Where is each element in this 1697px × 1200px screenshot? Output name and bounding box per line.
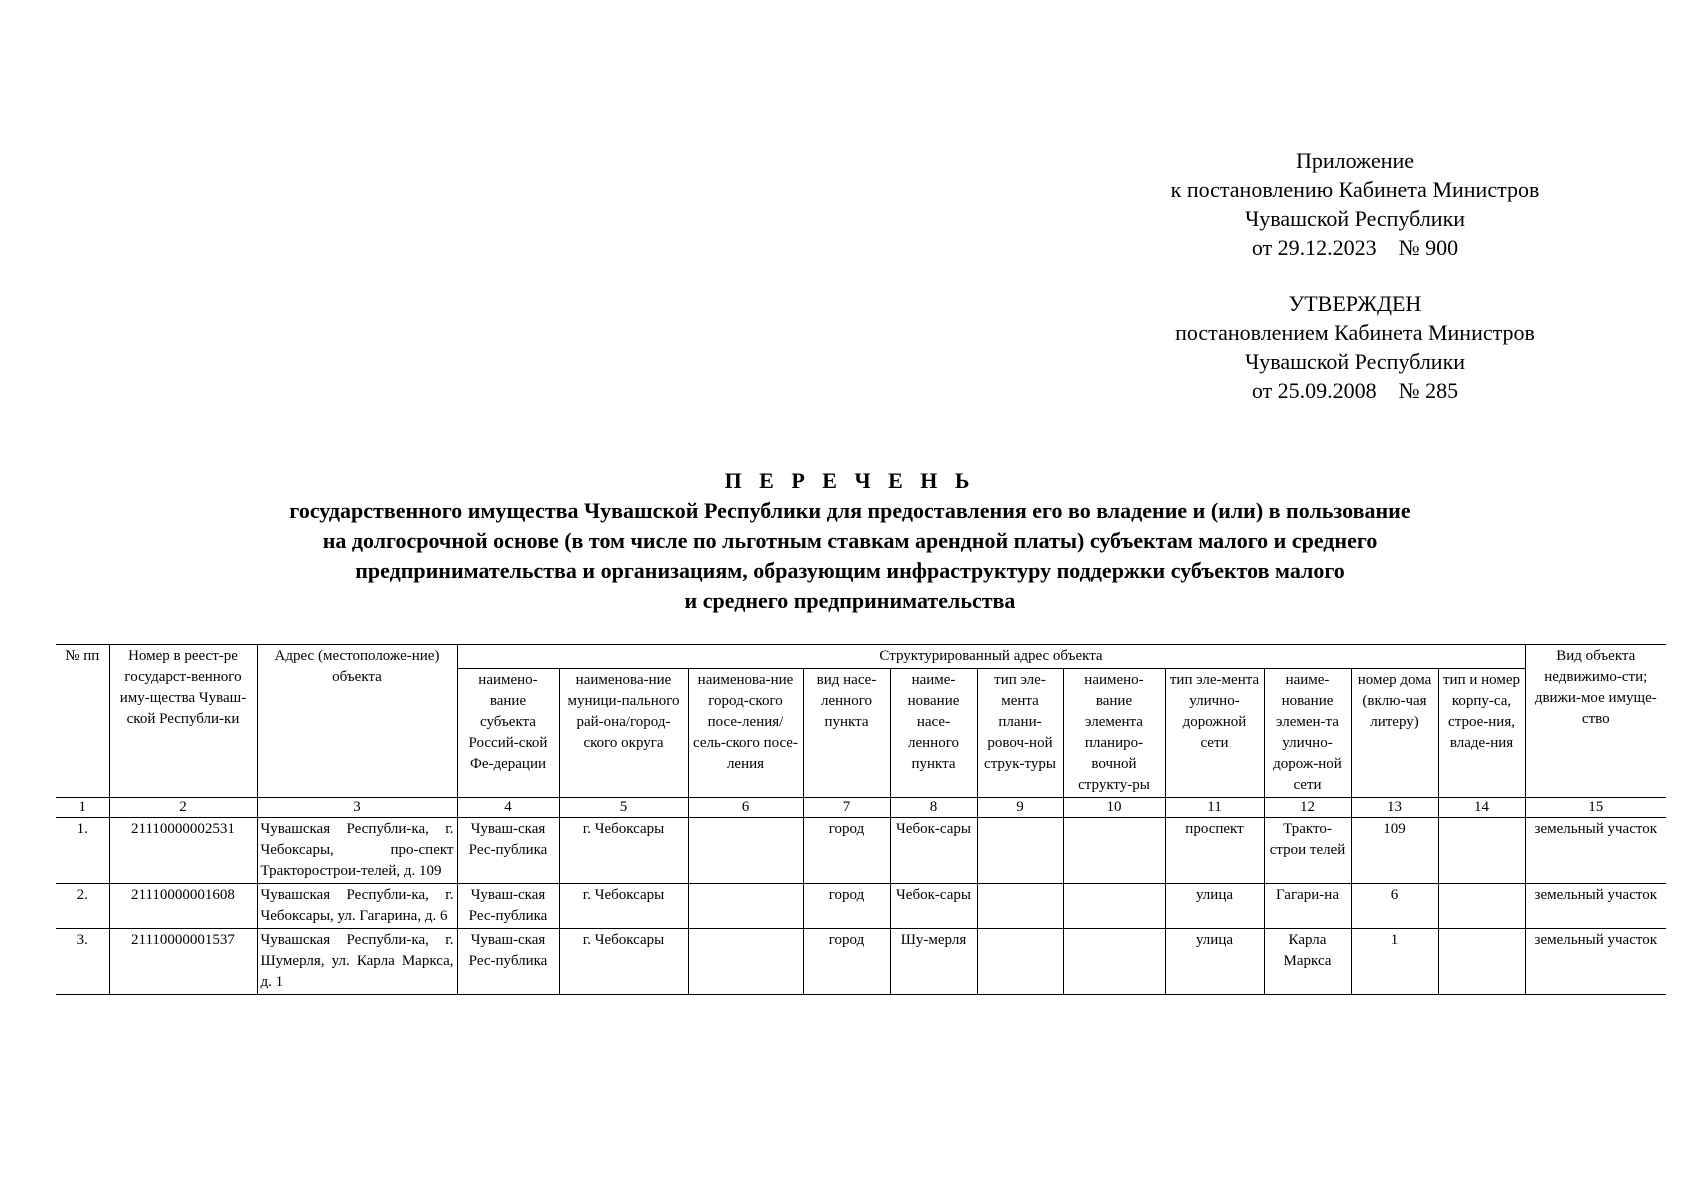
- cell-address: Чувашская Республи-ка, г. Чебоксары, про-спект Тракторострои-телей, д. 109: [257, 818, 457, 884]
- cell-address: Чувашская Республи-ка, г. Чебоксары, ул. Гагарина, д. 6: [257, 884, 457, 929]
- cell-num: 2.: [56, 884, 109, 929]
- cell-street-type: улица: [1165, 884, 1264, 929]
- approved-block: [1080, 289, 1630, 405]
- subheader-cell: наимено-вание субъекта Россий-ской Фе-дерации: [457, 669, 559, 798]
- subheader-cell: тип эле-мента плани-ровоч-ной струк-туры: [977, 669, 1063, 798]
- appendix-line: от 29.12.2023 № 900: [1251, 235, 1459, 260]
- header-address: Адрес (местоположе-ние) объекта: [257, 645, 457, 798]
- column-number: 14: [1438, 798, 1525, 818]
- cell-building: [1438, 818, 1525, 884]
- subheader-cell: наимено-вание элемента планиро-вочной структу-ры: [1063, 669, 1165, 798]
- cell-municipality: г. Чебоксары: [559, 884, 688, 929]
- column-number: 6: [688, 798, 803, 818]
- column-number: 13: [1351, 798, 1438, 818]
- appendix-block: [1080, 146, 1630, 262]
- property-registry-table: [56, 644, 1666, 995]
- cell-municipality: г. Чебоксары: [559, 818, 688, 884]
- cell-object-type: земельный участок: [1525, 929, 1666, 995]
- document-subtitle-line: предпринимательства и организациям, образующим инфраструктуру поддержки субъектов малого: [355, 558, 1345, 583]
- cell-planning-type: [977, 929, 1063, 995]
- cell-planning-name: [1063, 929, 1165, 995]
- cell-street-type: проспект: [1165, 818, 1264, 884]
- approved-line: УТВЕРЖДЕН: [1288, 291, 1422, 316]
- cell-house-number: 6: [1351, 884, 1438, 929]
- approved-line: от 25.09.2008 № 285: [1251, 378, 1459, 403]
- document-subtitle-line: государственного имущества Чувашской Республики для предоставления его во владение и (или) в пользование: [289, 498, 1411, 523]
- cell-num: 1.: [56, 818, 109, 884]
- column-number: 1: [56, 798, 109, 818]
- cell-building: [1438, 929, 1525, 995]
- subheader-cell: наиме-нование насе-ленного пункта: [890, 669, 977, 798]
- subheader-cell: наименова-ние муници-пального рай-она/город-ского округа: [559, 669, 688, 798]
- cell-planning-type: [977, 884, 1063, 929]
- table-row: [56, 818, 1666, 884]
- document-heading: П Е Р Е Ч Е Н Ь: [724, 468, 976, 493]
- appendix-line: Приложение: [1295, 148, 1415, 173]
- cell-locality-type: город: [803, 818, 890, 884]
- cell-street-type: улица: [1165, 929, 1264, 995]
- cell-registry-number: 21110000002531: [109, 818, 257, 884]
- cell-object-type: земельный участок: [1525, 818, 1666, 884]
- column-number: 4: [457, 798, 559, 818]
- column-number: 5: [559, 798, 688, 818]
- header-num: № пп: [56, 645, 109, 798]
- subheader-cell: тип эле-мента улично-дорожной сети: [1165, 669, 1264, 798]
- table-row: [56, 884, 1666, 929]
- column-number: 11: [1165, 798, 1264, 818]
- cell-settlement: [688, 818, 803, 884]
- cell-locality-type: город: [803, 884, 890, 929]
- document-subtitle-line: на долгосрочной основе (в том числе по льготным ставкам арендной платы) субъектам малого и среднего: [322, 528, 1378, 553]
- column-number: 7: [803, 798, 890, 818]
- header-structured-address: Структурированный адрес объекта: [457, 645, 1525, 669]
- cell-street-name: Карла Маркса: [1264, 929, 1351, 995]
- cell-registry-number: 21110000001537: [109, 929, 257, 995]
- header-registry-number: Номер в реест-ре государст-венного иму-щества Чуваш-ской Республи-ки: [109, 645, 257, 798]
- cell-locality-name: Чебок-сары: [890, 884, 977, 929]
- cell-locality-name: Шу-мерля: [890, 929, 977, 995]
- cell-subject: Чуваш-ская Рес-публика: [457, 884, 559, 929]
- cell-building: [1438, 884, 1525, 929]
- column-number: 12: [1264, 798, 1351, 818]
- cell-municipality: г. Чебоксары: [559, 929, 688, 995]
- cell-settlement: [688, 929, 803, 995]
- subheader-cell: тип и номер корпу-са, строе-ния, владе-ния: [1438, 669, 1525, 798]
- column-number: 15: [1525, 798, 1666, 818]
- cell-settlement: [688, 884, 803, 929]
- approved-line: Чувашской Республики: [1244, 349, 1466, 374]
- cell-planning-name: [1063, 884, 1165, 929]
- column-number: 3: [257, 798, 457, 818]
- header-object-type: Вид объекта недвижимо-сти; движи-мое имуще-ство: [1525, 645, 1666, 798]
- subheader-cell: наименова-ние город-ского посе-ления/сель-ского посе-ления: [688, 669, 803, 798]
- subheader-cell: номер дома (вклю-чая литеру): [1351, 669, 1438, 798]
- document-title: [120, 466, 1580, 616]
- appendix-line: к постановлению Кабинета Министров: [1170, 177, 1540, 202]
- column-number: 9: [977, 798, 1063, 818]
- cell-locality-type: город: [803, 929, 890, 995]
- column-number: 8: [890, 798, 977, 818]
- document-subtitle-line: и среднего предпринимательства: [684, 588, 1016, 613]
- cell-locality-name: Чебок-сары: [890, 818, 977, 884]
- table-row: [56, 929, 1666, 995]
- cell-subject: Чуваш-ская Рес-публика: [457, 929, 559, 995]
- cell-planning-type: [977, 818, 1063, 884]
- subheader-cell: вид насе-ленного пункта: [803, 669, 890, 798]
- cell-object-type: земельный участок: [1525, 884, 1666, 929]
- cell-planning-name: [1063, 818, 1165, 884]
- cell-house-number: 109: [1351, 818, 1438, 884]
- subheader-cell: наиме-нование элемен-та улично-дорож-ной сети: [1264, 669, 1351, 798]
- cell-num: 3.: [56, 929, 109, 995]
- column-number: 2: [109, 798, 257, 818]
- cell-registry-number: 21110000001608: [109, 884, 257, 929]
- column-number-row: [56, 798, 1666, 818]
- table-header-row: [56, 645, 1666, 669]
- cell-house-number: 1: [1351, 929, 1438, 995]
- cell-street-name: Тракто-строи телей: [1264, 818, 1351, 884]
- appendix-line: Чувашской Республики: [1244, 206, 1466, 231]
- approved-line: постановлением Кабинета Министров: [1175, 320, 1535, 345]
- cell-subject: Чуваш-ская Рес-публика: [457, 818, 559, 884]
- column-number: 10: [1063, 798, 1165, 818]
- cell-address: Чувашская Республи-ка, г. Шумерля, ул. Карла Маркса, д. 1: [257, 929, 457, 995]
- cell-street-name: Гагари-на: [1264, 884, 1351, 929]
